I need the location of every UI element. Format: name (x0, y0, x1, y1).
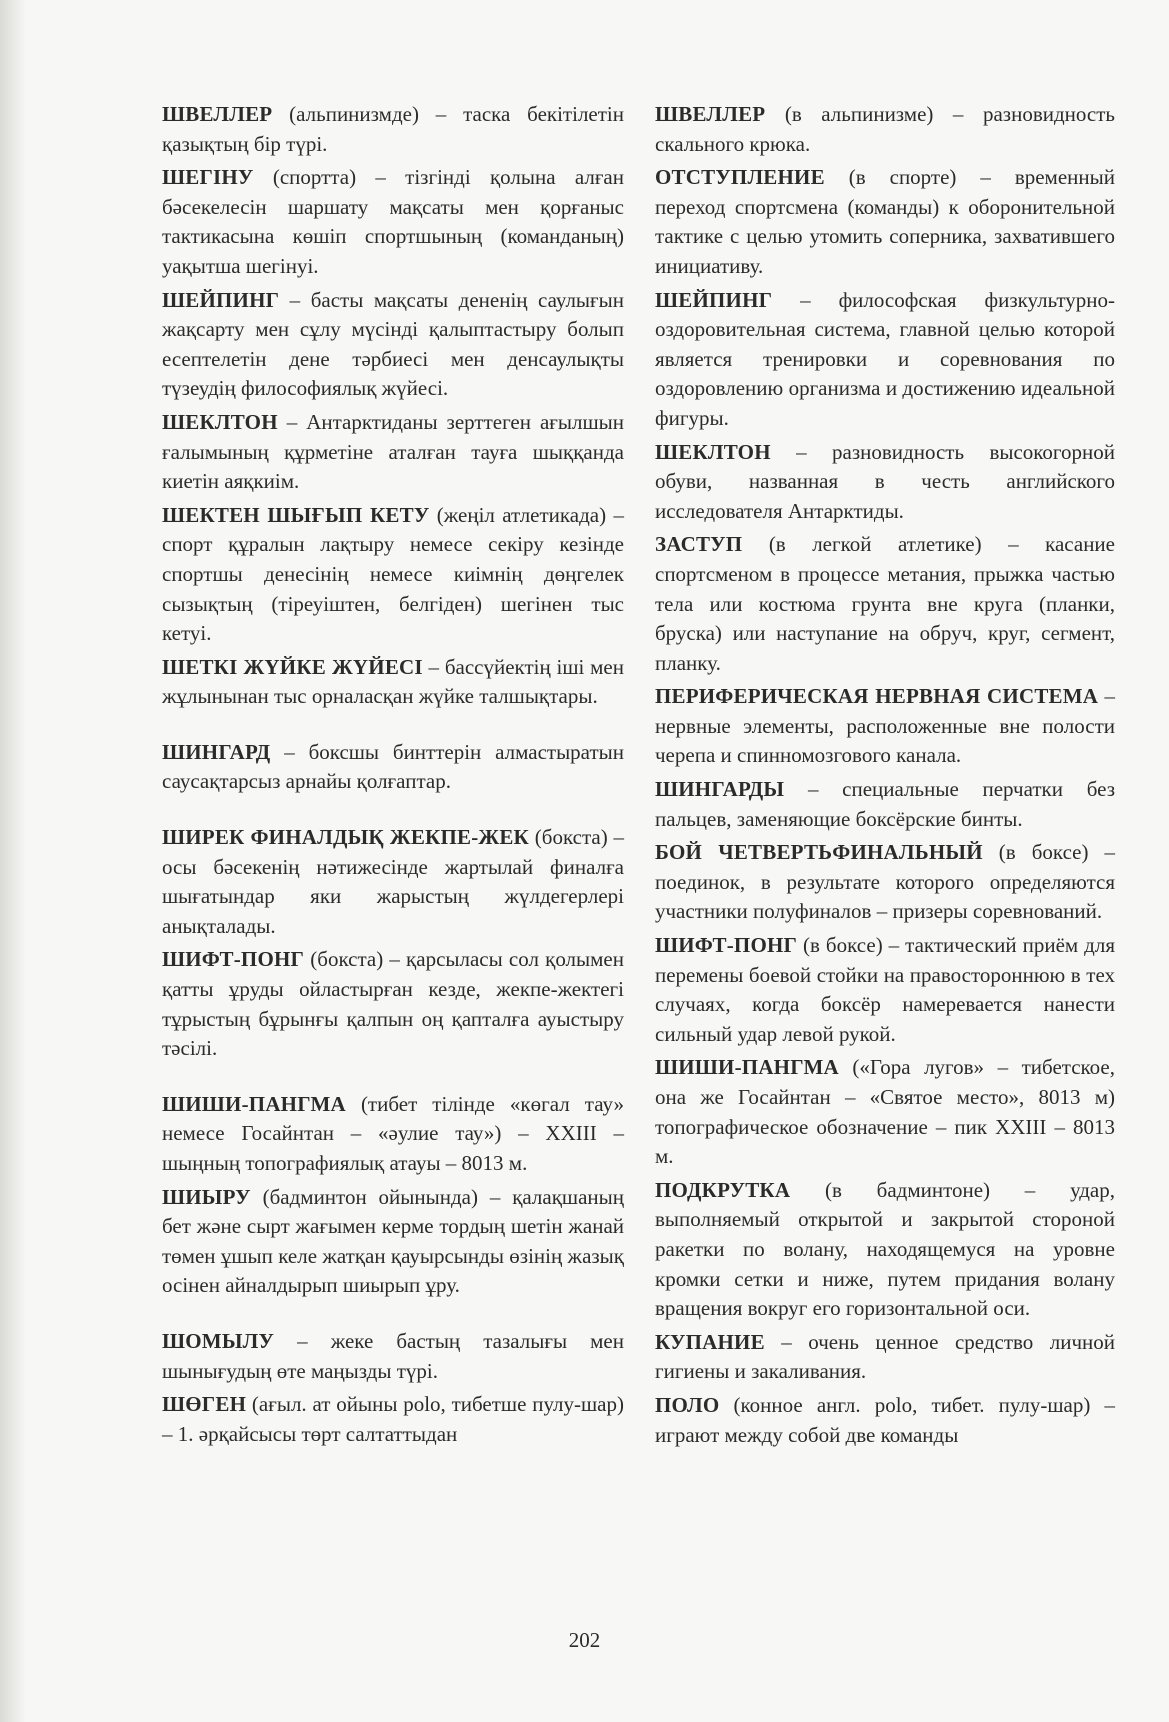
entry-ru-4 (655, 438, 1115, 527)
entry-kz-7 (162, 738, 624, 797)
entry-term: ПЕРИФЕРИЧЕСКАЯ НЕРВНАЯ СИСТЕМА (655, 684, 1099, 709)
entry-term: ПОДКРУТКА (655, 1177, 791, 1202)
entry-kz-6 (162, 653, 624, 712)
entry-text: – Антарктиданы зерттеген ағылшын ғалымының құрметіне аталған тауға шыққанда киетін аяқкиім. (162, 409, 624, 494)
entry-text: – философская физкультурно-оздоровительная система, главной целью которой является тренировки и соревнования по оздоровлению организма и достижению идеальной фигуры. (655, 287, 1115, 430)
entry-ru-9 (655, 931, 1115, 1049)
entry-term: ШИРЕК ФИНАЛДЫҚ ЖЕКПЕ-ЖЕК (162, 825, 529, 850)
entry-kz-8 (162, 823, 624, 941)
entry-term: ШЕКЛТОН (162, 409, 278, 434)
entry-ru-1 (655, 100, 1115, 159)
entry-term: ШӨГЕН (162, 1392, 247, 1417)
entry-kz-10 (162, 1090, 624, 1179)
entry-term: ШОМЫЛУ (162, 1328, 275, 1353)
page-number: 202 (568, 1628, 601, 1652)
entry-text: (в альпинизме) – разновидность скального крюка. (655, 102, 1115, 156)
entry-text: – очень ценное средство личной гигиены и закаливания. (655, 1329, 1115, 1384)
entry-term: КУПАНИЕ (655, 1329, 765, 1354)
entry-kz-2 (162, 163, 624, 281)
russian-column (655, 100, 1115, 1454)
entry-kz-3 (162, 286, 624, 404)
entry-term: ШИШИ-ПАНГМА (655, 1055, 839, 1080)
entry-kz-11 (162, 1183, 624, 1301)
kazakh-column (162, 100, 624, 1453)
entry-term: ПОЛО (655, 1392, 720, 1417)
entry-text: – боксшы бинттерін алмастыратын саусақтарсыз арнайы қолғаптар. (162, 739, 624, 794)
entry-text: – жеке бастың тазалығы мен шынығудың өте маңызды түрі. (162, 1328, 624, 1383)
entry-text: («Гора лугов» – тибетское, она же Госайнтан – «Святое место», 8013 м) топографическое обозначение – пик XXIII – 8013 м. (655, 1055, 1115, 1169)
entry-text: – разновидность высокогорной обуви, названная в честь английского исследователя Антарктиды. (655, 439, 1115, 523)
entry-text: (бадминтон ойынында) – қалақшаның бет және сырт жағымен керме тордың шетін жанай төмен ұшып келе жатқан қауырсынды өзінің жазық осінен айналдырып шиырып ұру. (162, 1184, 624, 1298)
entry-ru-3 (655, 286, 1115, 434)
entry-term: ШЕГІНУ (162, 165, 254, 190)
entry-term: ШВЕЛЛЕР (162, 102, 273, 126)
entry-term: ШИНГАРДЫ (655, 777, 785, 802)
entry-text: – специальные перчатки без пальцев, заменяющие боксёрские бинты. (655, 777, 1115, 831)
entry-ru-5 (655, 530, 1115, 678)
entry-ru-10 (655, 1053, 1115, 1171)
entry-term: ЗАСТУП (655, 532, 743, 557)
entry-term: ШИНГАРД (162, 739, 271, 764)
entry-term: ШИШИ-ПАНГМА (162, 1091, 346, 1116)
entry-kz-13 (162, 1390, 624, 1449)
entry-term: ШЕТКІ ЖҮЙКЕ ЖҮЙЕСІ (162, 654, 423, 679)
entry-term: ШИФТ-ПОНГ (655, 933, 798, 958)
entry-kz-1 (162, 100, 624, 159)
entry-text: (в бадминтоне) – удар, выполняемый открытой и закрытой стороной ракетки по волану, находящемуся на уровне кромки сетки и ниже, путем придания волану вращения вокруг его горизонтальной оси. (655, 1177, 1115, 1321)
entry-ru-6 (655, 682, 1115, 771)
entry-ru-8 (655, 838, 1115, 927)
entry-term: ШВЕЛЛЕР (655, 102, 766, 126)
entry-term: ОТСТУПЛЕНИЕ (655, 165, 825, 190)
entry-kz-12 (162, 1327, 624, 1386)
entry-text: (спортта) – тізгінді қолына алған бәсекелесін шаршату мақсаты мен қорғаныс тактикасына көшіп спортшының (команданың) уақытша шегінуі. (162, 165, 624, 278)
entry-text: – басты мақсаты дененің саулығын жақсарту мен сұлу мүсінді қалыптастыру болып есептелетін дене тәрбиесі мен денсаулықты түзеудің философиялық жүйесі. (162, 287, 624, 401)
entry-term: БОЙ ЧЕТВЕРТЬФИНАЛЬНЫЙ (655, 840, 983, 865)
entry-ru-7 (655, 775, 1115, 834)
entry-kz-9 (162, 945, 624, 1063)
entry-term: ШИЫРУ (162, 1184, 251, 1209)
entry-text: – бассүйектің іші мен жұлынынан тыс орналасқан жүйке талшықтары. (162, 654, 624, 709)
entry-term: ШЕЙПИНГ (655, 287, 773, 312)
entry-text: (в легкой атлетике) – касание спортсменом в процессе метания, прыжка частью тела или костюма грунта вне круга (планки, бруска) или наступание на обруч, круг, сегмент, планку. (655, 532, 1115, 675)
entry-text: (жеңіл атлетикада) – спорт құралын лақтыру немесе секіру кезінде спортшы денесінің немесе киімнің дөңгелек сызықтың (тіреуіштен, белгіден) шегінен тыс кетуі. (162, 502, 624, 646)
entry-text: (в спорте) – временный переход спортсмена (команды) к оборонительной тактике с целью утомить соперника, захватившего инициативу. (655, 165, 1115, 278)
entry-term: ШЕКЛТОН (655, 439, 771, 464)
entry-text: (в боксе) – тактический приём для перемены боевой стойки на правостороннюю в тех случаях, когда боксёр намеревается нанести сильный удар левой рукой. (655, 933, 1115, 1046)
entry-text: (альпинизмде) – таска бекітілетін қазықтың бір түрі. (162, 102, 624, 156)
entry-term: ШИФТ-ПОНГ (162, 947, 305, 972)
entry-text: (бокста) – қарсыласы сол қолымен қатты ұруды ойластырған кезде, жекпе-жектегі тұрыстың бұрынғы қалпын оң қапталға ауыстыру тәсілі. (162, 947, 624, 1061)
entry-text: (конное англ. polo, тибет. пулу-шар) – играют между собой две команды (655, 1392, 1115, 1447)
entry-text: (бокста) – осы бәсекенің нәтижесінде жартылай финалға шығатындар яки жарыстың жүлдегерлері анықталады. (162, 825, 624, 938)
entry-ru-11 (655, 1176, 1115, 1324)
entry-text: (в боксе) – поединок, в результате которого определяются участники полуфиналов – призеры соревнований. (655, 840, 1115, 924)
entry-term: ШЕЙПИНГ (162, 287, 280, 312)
entry-ru-12 (655, 1328, 1115, 1387)
entry-term: ШЕКТЕН ШЫҒЫП КЕТУ (162, 502, 430, 527)
entry-ru-13 (655, 1391, 1115, 1450)
entry-ru-2 (655, 163, 1115, 281)
entry-kz-5 (162, 501, 624, 649)
entry-text: – нервные элементы, расположенные вне полости черепа и спинномозгового канала. (655, 684, 1116, 768)
scan-edge-shadow (0, 0, 26, 1722)
entry-kz-4 (162, 408, 624, 497)
entry-text: (ағыл. ат ойыны polo, тибетше пулу-шар) – 1. әрқайсысы төрт салтаттыдан (162, 1392, 624, 1446)
entry-text: (тибет тілінде «көгал тау» немесе Госайнтан – «әулие тау») – XXIII – шыңның топографиялық атауы – 8013 м. (162, 1091, 624, 1175)
